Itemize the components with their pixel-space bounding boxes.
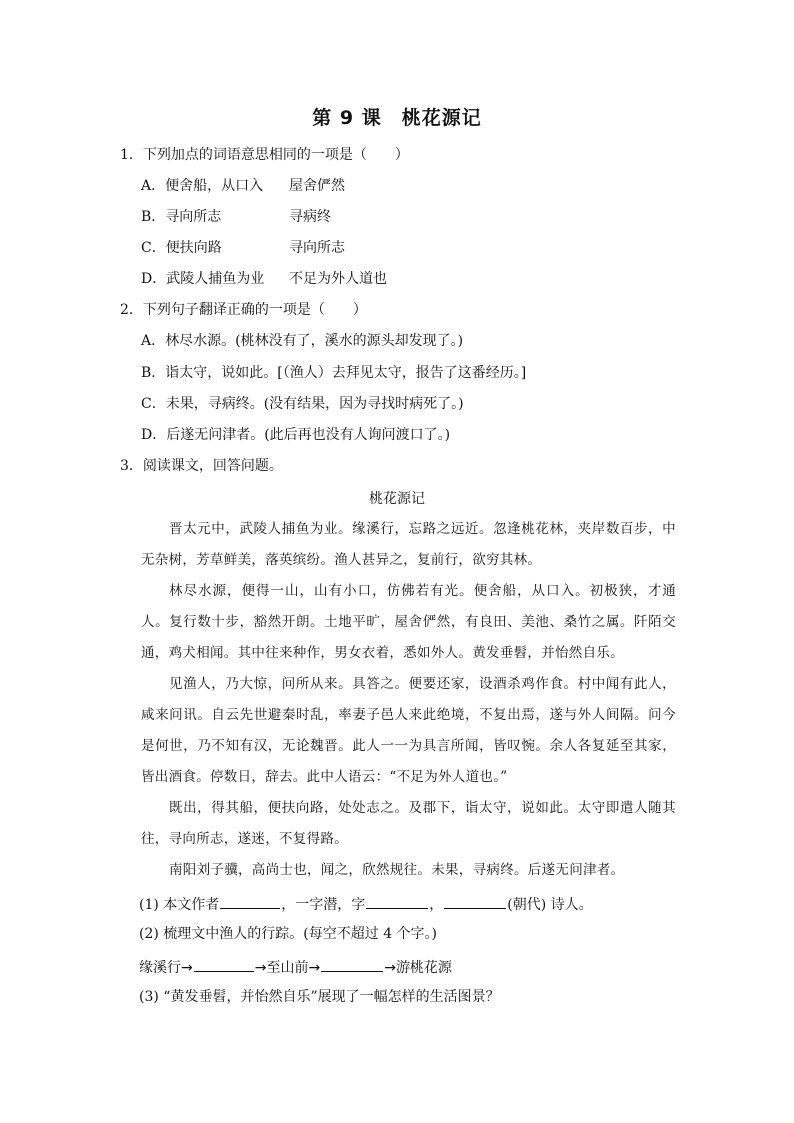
- option-d-right: 不足为外人道也: [289, 271, 387, 287]
- passage-paragraph-3: 见渔人，乃大惊，问所从来。具答之。便要还家，设酒杀鸡作食。村中闻有此人，咸来问讯。自云先世避秦时乱，率妻子邑人来此绝境，不复出焉，遂与外人间隔。问今是何世，乃不知有汉，无论魏晋。此人一一为具言所闻，皆叹惋。余人各复延至其家，皆出酒食。停数日，辞去。此中人语云：“不足为外人道也。”: [141, 676, 676, 785]
- passage-title: 桃花源记: [369, 491, 425, 507]
- question-1-option-b: [141, 208, 331, 226]
- question-1-option-a: [141, 177, 345, 195]
- passage-paragraph-1: 晋太元中，武陵人捕鱼为业。缘溪行，忘路之远近。忽逢桃花林，夹岸数百步，中无杂树，芳草鲜美，落英缤纷。渔人甚异之，复前行，欲穷其林。: [141, 521, 676, 568]
- page-title: 第 9 课 桃花源记: [312, 107, 482, 129]
- sub-question-2-stem: (2) 梳理文中渔人的行踪。(每空不超过 4 个字。): [139, 926, 438, 942]
- question-2-option-b: B．诣太守，说如此。[（渔人）去拜见太守，报告了这番经历。]: [141, 365, 527, 381]
- sub-question-1-part-1: (1) 本文作者: [139, 897, 220, 913]
- author-blank[interactable]: [220, 894, 280, 909]
- passage-paragraph-4: 既出，得其船，便扶向路，处处志之。及郡下，诣太守，说如此。太守即遣人随其往，寻向所志，遂迷，不复得路。: [141, 800, 676, 847]
- route-blank-2[interactable]: [321, 957, 383, 972]
- option-d-left: D．武陵人捕鱼为业: [141, 271, 265, 287]
- dynasty-blank[interactable]: [444, 894, 506, 909]
- question-2-option-c: C．未果，寻病终。(没有结果，因为寻找时病死了。): [141, 396, 464, 412]
- sub-question-1: [139, 894, 593, 914]
- option-b-right: 寻病终: [289, 209, 331, 225]
- question-1-option-c: [141, 239, 345, 257]
- sub-question-1-part-4: (朝代) 诗人。: [507, 897, 593, 913]
- option-b-left: B．寻向所志: [141, 209, 222, 225]
- option-a-right: 屋舍俨然: [289, 178, 345, 194]
- arrow-icon: →: [308, 960, 321, 976]
- question-2-stem: 2．下列句子翻译正确的一项是（ ）: [120, 302, 367, 318]
- sub-question-1-part-3: ，: [429, 897, 444, 913]
- option-c-left: C．便扶向路: [141, 240, 222, 256]
- arrow-icon: →: [384, 960, 396, 976]
- passage-paragraph-5: 南阳刘子骥，高尚士也，闻之，欣然规往。未果，寻病终。后遂无问津者。: [169, 862, 625, 878]
- question-3-stem: 3．阅读课文，回答问题。: [120, 458, 283, 474]
- question-1-stem: 1．下列加点的词语意思相同的一项是（ ）: [120, 147, 409, 163]
- question-2-option-a: A．林尽水源。(桃林没有了，溪水的源头却发现了。): [141, 333, 464, 349]
- question-1-option-d: [141, 270, 387, 288]
- option-c-right: 寻向所志: [289, 240, 345, 256]
- sub-question-3: (3) “黄发垂髫，并怡然自乐”展现了一幅怎样的生活图景？: [139, 989, 500, 1005]
- arrow-icon: →: [254, 960, 267, 976]
- route-step-2: 至山前: [266, 960, 309, 976]
- route-step-1: 缘溪行: [139, 960, 181, 976]
- fisherman-route: [139, 957, 452, 977]
- question-2-option-d: D．后遂无问津者。(此后再也没有人询问渡口了。): [141, 427, 451, 443]
- route-step-3: 游桃花源: [395, 960, 452, 976]
- option-a-left: A．便舍船，从口入: [141, 178, 264, 194]
- courtesy-name-blank[interactable]: [366, 894, 428, 909]
- sub-question-1-part-2: ，一字潜，字: [281, 897, 366, 913]
- arrow-icon: →: [181, 960, 193, 976]
- route-blank-1[interactable]: [194, 957, 254, 972]
- passage-paragraph-2: 林尽水源，便得一山，山有小口，仿佛若有光。便舍船，从口入。初极狭，才通人。复行数十步，豁然开朗。土地平旷，屋舍俨然，有良田、美池、桑竹之属。阡陌交通，鸡犬相闻。其中往来种作，男女衣着，悉如外人。黄发垂髫，并怡然自乐。: [141, 583, 676, 661]
